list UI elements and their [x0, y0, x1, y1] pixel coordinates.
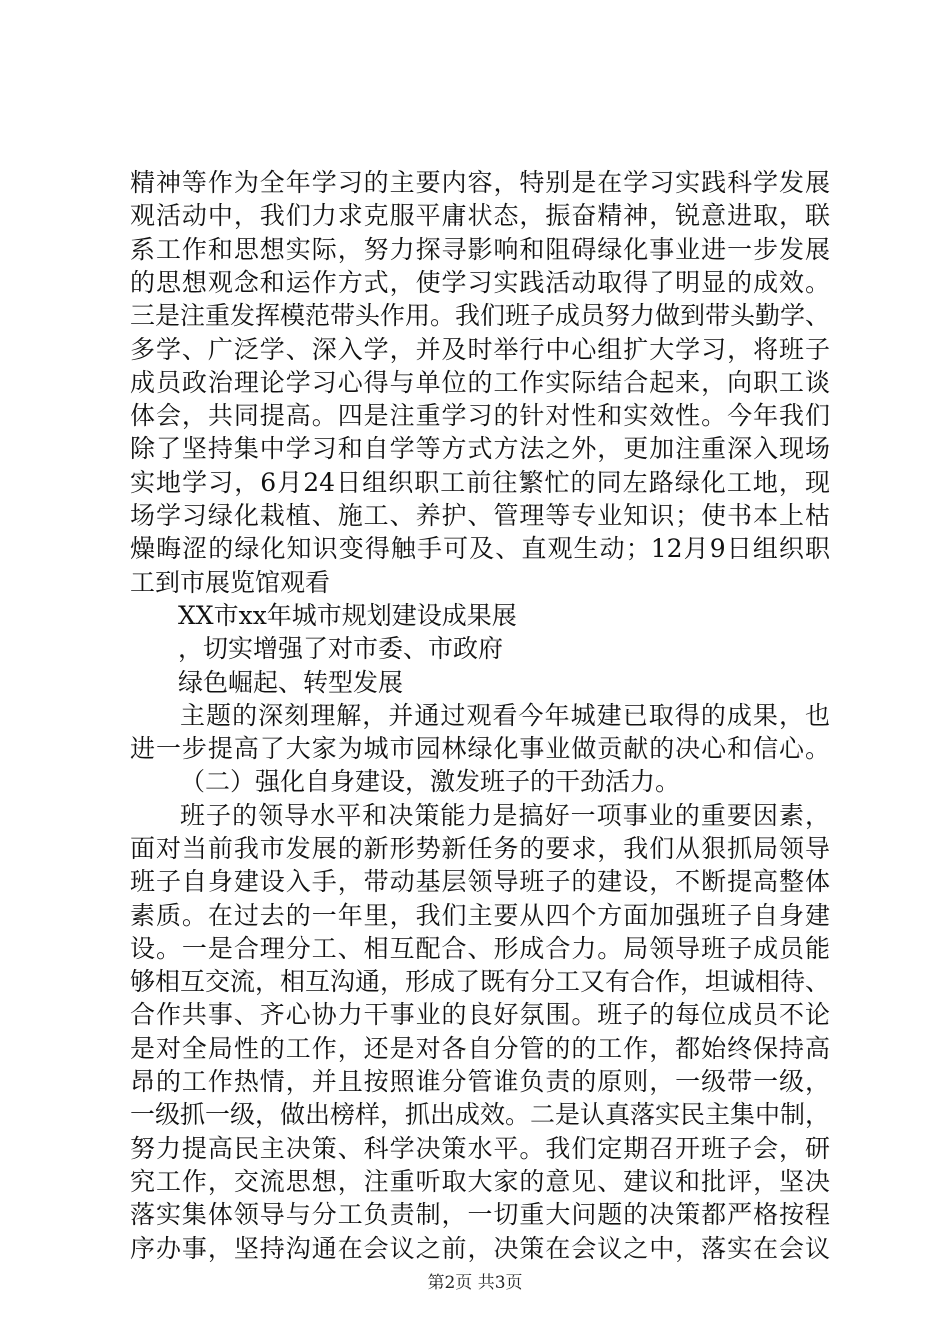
body-text-line: 究工作，交流思想，注重听取大家的意见、建议和批评，坚决: [130, 1167, 830, 1196]
body-text-line: 一级抓一级，做出榜样，抓出成效。二是认真落实民主集中制，: [130, 1100, 831, 1129]
body-text-line: 燥晦涩的绿化知识变得触手可及、直观生动；12月9日组织职: [130, 534, 830, 563]
body-text-line: 是对全局性的工作，还是对各自分管的的工作，都始终保持高: [130, 1034, 830, 1063]
body-text-line: 场学习绿化栽植、施工、养护、管理等专业知识；使书本上枯: [130, 501, 830, 530]
body-text-line: 面对当前我市发展的新形势新任务的要求，我们从狠抓局领导: [130, 834, 830, 863]
body-text-line: 序办事，坚持沟通在会议之前，决策在会议之中，落实在会议: [130, 1234, 830, 1263]
body-text-line: 合作共事、齐心协力干事业的良好氛围。班子的每位成员不论: [130, 1000, 830, 1029]
body-text-line: 观活动中，我们力求克服平庸状态，振奋精神，锐意进取，联: [130, 201, 830, 230]
body-text-line: 进一步提高了大家为城市园林绿化事业做贡献的决心和信心。: [130, 734, 830, 763]
body-text-line: 三是注重发挥模范带头作用。我们班子成员努力做到带头勤学、: [130, 301, 831, 330]
theme-line: 绿色崛起、转型发展: [178, 668, 404, 697]
body-text-line: 体会，共同提高。四是注重学习的针对性和实效性。今年我们: [130, 401, 830, 430]
body-text-line: 除了坚持集中学习和自学等方式方法之外，更加注重深入现场: [130, 434, 830, 463]
body-text-line: ，切实增强了对市委、市政府: [178, 634, 504, 663]
body-text-line: 够相互交流，相互沟通，形成了既有分工又有合作，坦诚相待、: [130, 967, 831, 996]
body-text-line: 努力提高民主决策、科学决策水平。我们定期召开班子会，研: [130, 1134, 830, 1163]
page-number-footer: 第2页 共3页: [427, 1273, 523, 1293]
exhibition-title-line: XX市xx年城市规划建设成果展: [178, 601, 517, 630]
body-text-line: 成员政治理论学习心得与单位的工作实际结合起来，向职工谈: [130, 368, 830, 397]
body-text-line: 主题的深刻理解，并通过观看今年城建已取得的成果，也: [180, 701, 830, 730]
body-text-line: 多学、广泛学、深入学，并及时举行中心组扩大学习，将班子: [130, 335, 830, 364]
body-text-line: 实地学习，6月24日组织职工前往繁忙的同左路绿化工地，现: [130, 468, 830, 497]
body-text-line: 系工作和思想实际，努力探寻影响和阻碍绿化事业进一步发展: [130, 235, 830, 264]
body-text-line: 班子的领导水平和决策能力是搞好一项事业的重要因素，: [180, 801, 830, 830]
body-text-line: 工到市展览馆观看: [130, 568, 331, 597]
body-text-line: 落实集体领导与分工负责制，一切重大问题的决策都严格按程: [130, 1200, 830, 1229]
body-text-line: 设。一是合理分工、相互配合、形成合力。局领导班子成员能: [130, 934, 830, 963]
body-text-line: 班子自身建设入手，带动基层领导班子的建设，不断提高整体: [130, 867, 830, 896]
body-text-line: 素质。在过去的一年里，我们主要从四个方面加强班子自身建: [130, 901, 830, 930]
body-text-line: 昂的工作热情，并且按照谁分管谁负责的原则，一级带一级，: [130, 1067, 830, 1096]
body-text-line: 的思想观念和运作方式，使学习实践活动取得了明显的成效。: [130, 268, 830, 297]
body-text-line: 精神等作为全年学习的主要内容，特别是在学习实践科学发展: [130, 168, 830, 197]
section-heading: （二）强化自身建设，激发班子的干劲活力。: [180, 767, 681, 796]
